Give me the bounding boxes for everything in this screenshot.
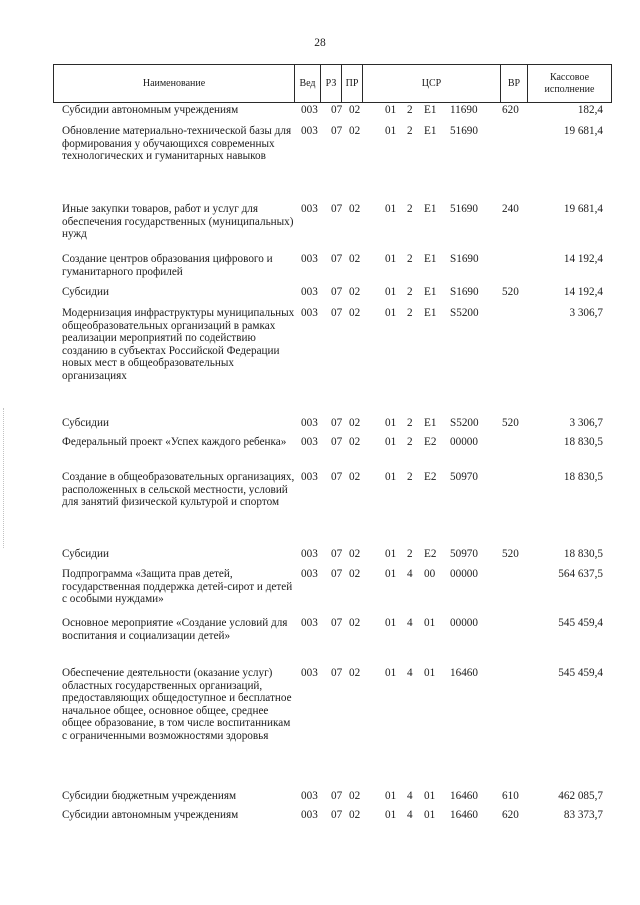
row-pr: 02 — [349, 104, 361, 116]
row-csr-event: E1 — [424, 203, 437, 215]
row-name: Основное мероприятие «Создание условий для воспитания и социализации детей» — [62, 617, 288, 642]
row-csr-direction: 16460 — [450, 790, 478, 802]
header-amount: Кассовое исполнение — [528, 65, 612, 103]
row-rz: 07 — [331, 307, 343, 319]
row-pr: 02 — [349, 809, 361, 821]
row-csr-direction: S5200 — [450, 307, 479, 319]
row-pr: 02 — [349, 253, 361, 265]
row-rz: 07 — [331, 471, 343, 483]
row-csr-program: 01 — [385, 104, 397, 116]
header-csr: ЦСР — [363, 65, 501, 103]
row-pr: 02 — [349, 790, 361, 802]
row-vr: 620 — [502, 104, 519, 116]
row-csr-direction: 50970 — [450, 548, 478, 560]
row-vr: 520 — [502, 548, 519, 560]
row-rz: 07 — [331, 548, 343, 560]
row-ved: 003 — [301, 417, 318, 429]
row-ved: 003 — [301, 253, 318, 265]
row-name: Субсидии — [62, 417, 109, 429]
row-csr-subprogram: 4 — [407, 617, 413, 629]
row-csr-subprogram: 4 — [407, 568, 413, 580]
row-ved: 003 — [301, 790, 318, 802]
row-pr: 02 — [349, 203, 361, 215]
row-csr-event: 01 — [424, 617, 436, 629]
row-rz: 07 — [331, 203, 343, 215]
row-rz: 07 — [331, 617, 343, 629]
row-csr-program: 01 — [385, 203, 397, 215]
row-amount: 18 830,5 — [563, 548, 603, 560]
row-csr-event: E1 — [424, 253, 437, 265]
row-name: Субсидии бюджетным учреждениям — [62, 790, 237, 802]
row-amount: 545 459,4 — [558, 617, 603, 629]
row-pr: 02 — [349, 125, 361, 137]
row-amount: 182,4 — [577, 104, 603, 116]
row-csr-event: E1 — [424, 125, 437, 137]
row-ved: 003 — [301, 286, 318, 298]
row-csr-direction: 16460 — [450, 667, 478, 679]
row-csr-program: 01 — [385, 809, 397, 821]
row-name: Субсидии автономным учреждениям — [62, 809, 239, 821]
row-csr-direction: 51690 — [450, 125, 478, 137]
row-vr: 610 — [502, 790, 519, 802]
row-rz: 07 — [331, 125, 343, 137]
row-csr-direction: 50970 — [450, 471, 478, 483]
row-csr-subprogram: 4 — [407, 790, 413, 802]
row-csr-direction: 00000 — [450, 436, 478, 448]
header-name: Наименование — [54, 65, 295, 103]
row-amount: 19 681,4 — [563, 125, 603, 137]
row-csr-event: E1 — [424, 417, 437, 429]
row-csr-direction: 00000 — [450, 617, 478, 629]
row-ved: 003 — [301, 667, 318, 679]
row-csr-direction: S1690 — [450, 253, 479, 265]
row-ved: 003 — [301, 203, 318, 215]
row-rz: 07 — [331, 436, 343, 448]
row-pr: 02 — [349, 307, 361, 319]
row-csr-event: E2 — [424, 548, 437, 560]
row-amount: 545 459,4 — [558, 667, 603, 679]
row-csr-subprogram: 2 — [407, 548, 413, 560]
row-name: Обновление материально-технической базы для формирования у обучающихся современных технологических и гуманитарных навыков — [62, 125, 292, 163]
row-amount: 3 306,7 — [569, 417, 603, 429]
row-pr: 02 — [349, 617, 361, 629]
row-ved: 003 — [301, 307, 318, 319]
row-pr: 02 — [349, 436, 361, 448]
header-pr: ПР — [342, 65, 363, 103]
row-csr-subprogram: 4 — [407, 667, 413, 679]
row-pr: 02 — [349, 667, 361, 679]
row-amount: 564 637,5 — [558, 568, 603, 580]
row-csr-event: E2 — [424, 471, 437, 483]
row-csr-program: 01 — [385, 307, 397, 319]
row-csr-event: E1 — [424, 104, 437, 116]
row-rz: 07 — [331, 790, 343, 802]
row-name: Подпрограмма «Защита прав детей, государственная поддержка детей-сирот и детей с особыми нуждами» — [62, 568, 293, 606]
row-csr-program: 01 — [385, 436, 397, 448]
row-pr: 02 — [349, 548, 361, 560]
row-amount: 462 085,7 — [558, 790, 603, 802]
row-vr: 520 — [502, 286, 519, 298]
row-csr-event: 01 — [424, 809, 436, 821]
row-rz: 07 — [331, 417, 343, 429]
row-csr-event: 01 — [424, 790, 436, 802]
row-csr-event: E2 — [424, 436, 437, 448]
row-amount: 19 681,4 — [563, 203, 603, 215]
row-name: Создание центров образования цифрового и гуманитарного профилей — [62, 253, 273, 278]
row-name: Иные закупки товаров, работ и услуг для обеспечения государственных (муниципальных) нужд — [62, 203, 294, 241]
row-csr-direction: S1690 — [450, 286, 479, 298]
row-csr-subprogram: 2 — [407, 417, 413, 429]
row-pr: 02 — [349, 471, 361, 483]
row-csr-program: 01 — [385, 253, 397, 265]
row-csr-subprogram: 2 — [407, 104, 413, 116]
row-vr: 240 — [502, 203, 519, 215]
row-rz: 07 — [331, 253, 343, 265]
row-rz: 07 — [331, 568, 343, 580]
page-number: 28 — [314, 37, 326, 49]
row-amount: 14 192,4 — [563, 286, 603, 298]
row-ved: 003 — [301, 617, 318, 629]
row-csr-direction: S5200 — [450, 417, 479, 429]
row-ved: 003 — [301, 548, 318, 560]
row-name: Модернизация инфраструктуры муниципальных общеобразовательных организаций в рамках реализации мероприятий по содействию созданию в субъектах Российской Федерации новых мест в общеобразовательных организациях — [62, 307, 295, 382]
row-csr-program: 01 — [385, 417, 397, 429]
row-pr: 02 — [349, 286, 361, 298]
row-rz: 07 — [331, 667, 343, 679]
row-csr-direction: 16460 — [450, 809, 478, 821]
row-rz: 07 — [331, 104, 343, 116]
row-csr-subprogram: 2 — [407, 307, 413, 319]
row-csr-subprogram: 2 — [407, 471, 413, 483]
row-name: Обеспечение деятельности (оказание услуг) областных государственных организаций, предоставляющих общедоступное и бесплатное начальное общее, основное общее, среднее общее образование, в том числе воспитанникам с ограниченными возможностями здоровья — [62, 667, 292, 742]
row-rz: 07 — [331, 809, 343, 821]
row-name: Субсидии — [62, 286, 109, 298]
row-csr-event: 00 — [424, 568, 436, 580]
row-csr-subprogram: 4 — [407, 809, 413, 821]
row-amount: 14 192,4 — [563, 253, 603, 265]
row-vr: 620 — [502, 809, 519, 821]
row-amount: 18 830,5 — [563, 471, 603, 483]
row-csr-subprogram: 2 — [407, 203, 413, 215]
row-csr-program: 01 — [385, 125, 397, 137]
row-rz: 07 — [331, 286, 343, 298]
row-csr-program: 01 — [385, 286, 397, 298]
row-pr: 02 — [349, 568, 361, 580]
scan-edge-mark — [3, 408, 6, 548]
row-name: Создание в общеобразовательных организациях, расположенных в сельской местности, условий для занятий физической культурой и спортом — [62, 471, 295, 509]
row-amount: 18 830,5 — [563, 436, 603, 448]
row-csr-subprogram: 2 — [407, 253, 413, 265]
row-csr-program: 01 — [385, 617, 397, 629]
row-ved: 003 — [301, 436, 318, 448]
row-csr-direction: 11690 — [450, 104, 478, 116]
row-csr-direction: 51690 — [450, 203, 478, 215]
row-ved: 003 — [301, 125, 318, 137]
row-name: Федеральный проект «Успех каждого ребенка» — [62, 436, 287, 448]
row-ved: 003 — [301, 104, 318, 116]
row-ved: 003 — [301, 568, 318, 580]
row-ved: 003 — [301, 471, 318, 483]
row-csr-event: E1 — [424, 307, 437, 319]
row-csr-program: 01 — [385, 568, 397, 580]
header-ved: Вед — [295, 65, 321, 103]
row-csr-program: 01 — [385, 790, 397, 802]
header-vr: ВР — [501, 65, 528, 103]
row-csr-event: 01 — [424, 667, 436, 679]
row-amount: 3 306,7 — [569, 307, 603, 319]
row-csr-subprogram: 2 — [407, 286, 413, 298]
row-amount: 83 373,7 — [563, 809, 603, 821]
row-pr: 02 — [349, 417, 361, 429]
row-ved: 003 — [301, 809, 318, 821]
row-name: Субсидии автономным учреждениям — [62, 104, 239, 116]
row-csr-program: 01 — [385, 548, 397, 560]
row-csr-subprogram: 2 — [407, 125, 413, 137]
row-csr-event: E1 — [424, 286, 437, 298]
row-csr-program: 01 — [385, 667, 397, 679]
row-vr: 520 — [502, 417, 519, 429]
row-csr-direction: 00000 — [450, 568, 478, 580]
row-csr-subprogram: 2 — [407, 436, 413, 448]
row-csr-program: 01 — [385, 471, 397, 483]
row-name: Субсидии — [62, 548, 109, 560]
header-rz: РЗ — [321, 65, 342, 103]
